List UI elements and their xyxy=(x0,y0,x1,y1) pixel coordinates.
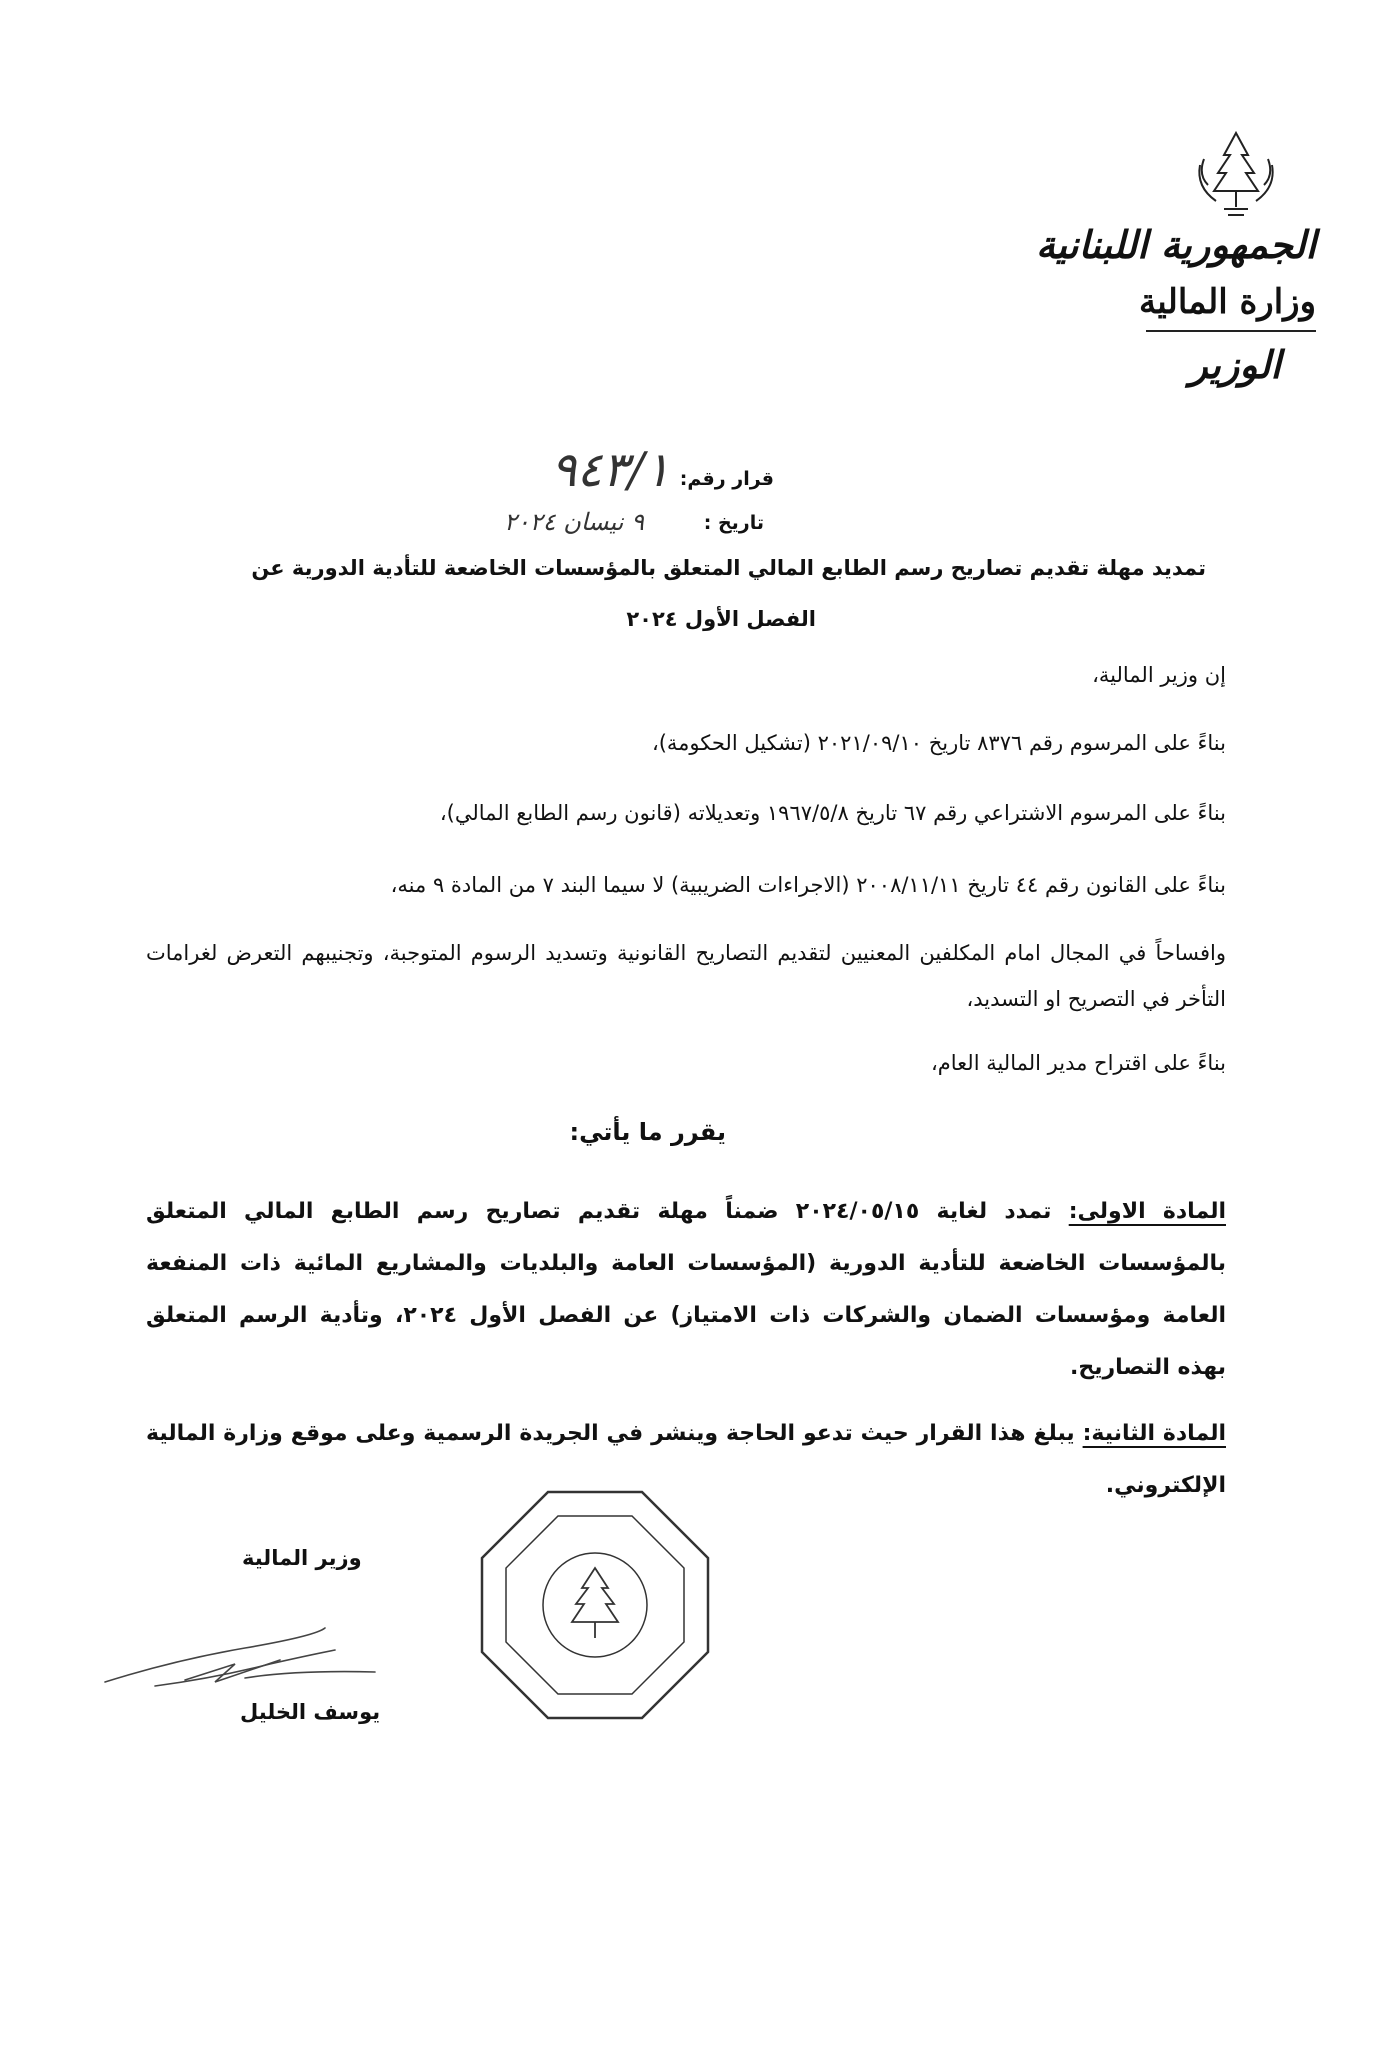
header-republic: الجمهورية اللبنانية xyxy=(1036,222,1316,267)
decision-title-line1: تمديد مهلة تقديم تصاريح رسم الطابع المالي المتعلق بالمؤسسات الخاضعة للتأدية الدورية عن xyxy=(251,556,1206,580)
decision-title-line2: الفصل الأول ٢٠٢٤ xyxy=(626,607,816,631)
article-first-text: تمدد لغاية ٢٠٢٤/٠٥/١٥ ضمناً مهلة تقديم تصاريح رسم الطابع المالي المتعلق بالمؤسسات الخاضعة للتأدية الدورية (المؤسسات العامة والبلديات والمشاريع المائية ذات المنفعة العامة ومؤسسات الضمان والشركات ذات الامتياز) عن الفصل الأول ٢٠٢٤، وتأدية الرسم المتعلق بهذه التصاريح. xyxy=(146,1199,1226,1380)
header-minister: الوزير xyxy=(1189,342,1281,387)
decision-number-label: قرار رقم: xyxy=(679,468,774,490)
header-ministry: وزارة المالية xyxy=(1138,282,1316,322)
preamble-basis-1: بناءً على المرسوم رقم ٨٣٧٦ تاريخ ٢٠٢١/٠٩/١٠ (تشكيل الحكومة)، xyxy=(651,731,1226,755)
handwritten-signature xyxy=(95,1620,395,1700)
article-first-label: المادة الاولى: xyxy=(1068,1199,1226,1224)
decision-date-label: تاريخ : xyxy=(703,512,764,534)
article-second-label: المادة الثانية: xyxy=(1082,1421,1226,1446)
signatory-title: وزير المالية xyxy=(242,1546,362,1570)
signatory-name: يوسف الخليل xyxy=(240,1700,381,1724)
article-second-text: يبلغ هذا القرار حيث تدعو الحاجة وينشر في الجريدة الرسمية وعلى موقع وزارة المالية الإلكتروني. xyxy=(146,1421,1226,1498)
preamble-basis-3: بناءً على القانون رقم ٤٤ تاريخ ٢٠٠٨/١١/١١ (الاجراءات الضريبية) لا سيما البند ٧ من المادة ٩ منه، xyxy=(390,873,1226,897)
article-first xyxy=(146,1186,1226,1394)
decision-number-value: ٩٤٣/١ xyxy=(550,442,670,498)
preamble-reason: وافساحاً في المجال امام المكلفين المعنيين لتقديم التصاريح القانونية وتسديد الرسوم المتوجبة، وتجنيبهم التعرض لغرامات التأخر في التصريح او التسديد، xyxy=(146,941,1226,1011)
cedar-emblem-icon xyxy=(1186,125,1286,225)
seal-cedar-icon xyxy=(572,1568,618,1638)
preamble-proposal: بناءً على اقتراح مدير المالية العام، xyxy=(930,1051,1226,1075)
decision-date-value: ٩ نيسان ٢٠٢٤ xyxy=(504,508,644,536)
header-divider xyxy=(1146,330,1316,332)
preamble-basis-2: بناءً على المرسوم الاشتراعي رقم ٦٧ تاريخ ١٩٦٧/٥/٨ وتعديلاته (قانون رسم الطابع المالي)، xyxy=(439,801,1226,825)
official-seal xyxy=(470,1480,720,1730)
preamble-opening: إن وزير المالية، xyxy=(1092,663,1226,687)
decides-heading: يقرر ما يأتي: xyxy=(569,1118,726,1146)
